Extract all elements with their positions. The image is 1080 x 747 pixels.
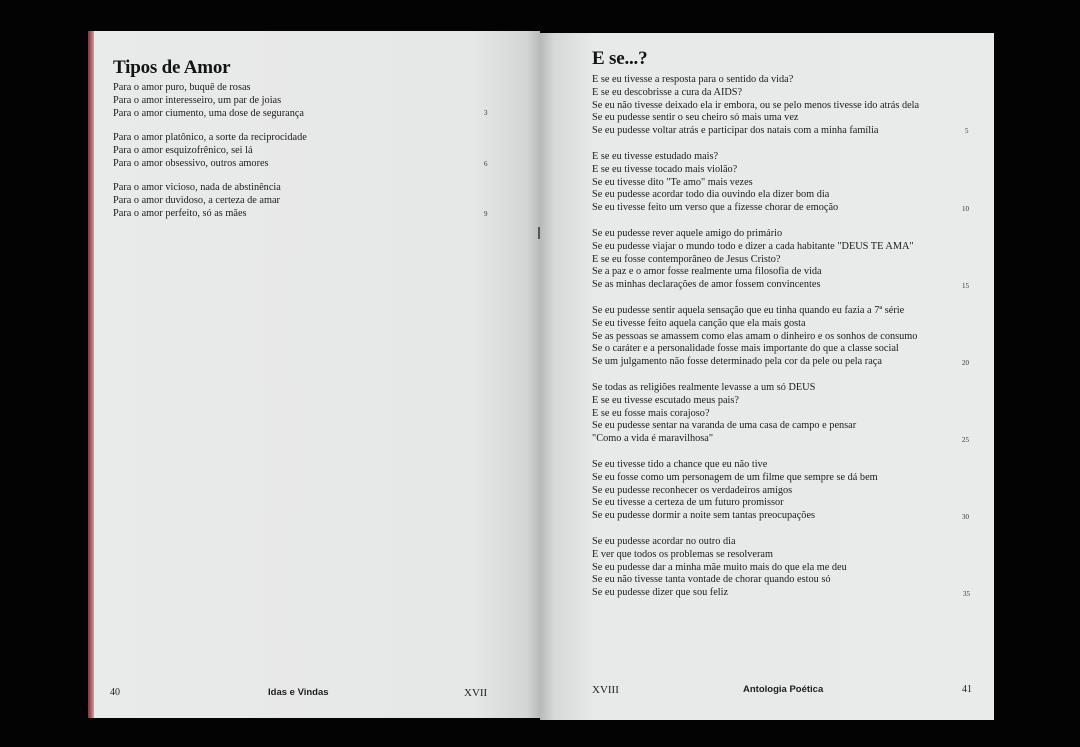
poem-line: Se o caráter e a personalidade fosse mais importante do que a classe social xyxy=(592,343,899,355)
poem-line: Se eu pudesse acordar no outro dia xyxy=(592,536,736,547)
poem-line: E se eu tivesse a resposta para o sentido da vida? xyxy=(592,74,794,85)
poem-line: Para o amor puro, buquê de rosas xyxy=(113,82,251,93)
stanza-right-5 xyxy=(592,382,856,446)
stanza-right-2 xyxy=(592,151,838,215)
poem-line: Se eu não tivesse deixado ela ir embora, ou se pelo menos tivesse ido atrás dela xyxy=(592,99,920,111)
stanza-right-7 xyxy=(592,536,847,600)
poem-line: Se a paz e o amor fosse realmente uma filosofia de vida xyxy=(592,266,822,278)
poem-line: Se eu pudesse voltar atrás e participar dos natais com a minha família xyxy=(592,125,879,137)
right-page xyxy=(540,33,994,720)
poem-line: Para o amor ciumento, uma dose de segurança xyxy=(113,107,304,119)
poem-line: Para o amor interesseiro, um par de joias xyxy=(113,94,282,106)
line-number: 35 xyxy=(963,590,970,598)
poem-line: Se eu pudesse sentir aquela sensação que eu tinha quando eu fazia a 7ª série xyxy=(592,305,905,316)
poem-line: Se eu não tivesse tanta vontade de chorar quando estou só xyxy=(592,574,831,586)
poem-line: Para o amor vicioso, nada de abstinência xyxy=(113,182,281,193)
poem-line: Se eu pudesse sentar na varanda de uma casa de campo e pensar xyxy=(592,420,857,432)
poem-line: Se eu tivesse dito "Te amo" mais vezes xyxy=(592,176,753,188)
poem-line: Para o amor esquizofrênico, sei lá xyxy=(113,144,253,156)
chapter-numeral-right: XVIII xyxy=(592,684,619,696)
poem-line: "Como a vida é maravilhosa" xyxy=(592,433,714,445)
poem-line: Se todas as religiões realmente levasse a um só DEUS xyxy=(592,382,816,393)
red-page-edge xyxy=(88,31,94,718)
line-number: 5 xyxy=(965,127,969,135)
poem-line: Se eu pudesse viajar o mundo todo e dizer a cada habitante "DEUS TE AMA" xyxy=(592,240,914,252)
stanza-left-1 xyxy=(113,82,304,120)
poem-line: E se eu tivesse tocado mais violão? xyxy=(592,163,738,175)
poem-line: E se eu fosse contemporâneo de Jesus Cristo? xyxy=(592,253,781,265)
poem-line: Se as pessoas se amassem como elas amam o dinheiro e os sonhos de consumo xyxy=(592,330,918,342)
poem-line: Se eu tivesse tido a chance que eu não tive xyxy=(592,459,768,470)
running-title-right: Antologia Poética xyxy=(743,684,824,695)
running-title-left: Idas e Vindas xyxy=(268,687,329,698)
poem-line: Se eu pudesse acordar todo dia ouvindo ela dizer bom dia xyxy=(592,189,830,201)
poem-line: Se eu pudesse reconhecer os verdadeiros amigos xyxy=(592,484,793,496)
line-number: 9 xyxy=(484,210,488,218)
poem-line: Se as minhas declarações de amor fossem convincentes xyxy=(592,279,821,291)
line-number: 3 xyxy=(484,109,488,117)
poem-line: Para o amor perfeito, só as mães xyxy=(113,207,247,219)
stanza-left-3 xyxy=(113,182,281,220)
page-number-right: 41 xyxy=(962,684,972,695)
line-number: 25 xyxy=(962,436,969,444)
poem-line: Para o amor duvidoso, a certeza de amar xyxy=(113,194,280,206)
poem-line: Para o amor platônico, a sorte da reciprocidade xyxy=(113,132,307,143)
stanza-left-2 xyxy=(113,132,307,170)
line-number: 20 xyxy=(962,359,969,367)
poem-line: Se um julgamento não fosse determinado pela cor da pele ou pela raça xyxy=(592,356,882,368)
stanza-right-6 xyxy=(592,459,878,523)
poem-line: Para o amor obsessivo, outros amores xyxy=(113,157,269,169)
poem-line: Se eu pudesse dar a minha mãe muito mais do que ela me deu xyxy=(592,561,847,573)
poem-line: Se eu tivesse feito aquela canção que ela mais gosta xyxy=(592,317,806,329)
poem-line: Se eu fosse como um personagem de um filme que sempre se dá bem xyxy=(592,471,878,483)
poem-line: E se eu descobrisse a cura da AIDS? xyxy=(592,86,743,98)
line-number: 15 xyxy=(962,282,969,290)
stanza-right-4 xyxy=(592,305,917,369)
page-number-left: 40 xyxy=(110,687,120,698)
poem-line: E se eu fosse mais corajoso? xyxy=(592,407,710,419)
line-number: 6 xyxy=(484,160,488,168)
stanza-right-3 xyxy=(592,228,914,292)
stanza-right-1 xyxy=(592,74,919,138)
poem-line: E se eu tivesse escutado meus pais? xyxy=(592,394,739,406)
line-number: 30 xyxy=(962,513,969,521)
poem-line: Se eu tivesse a certeza de um futuro promissor xyxy=(592,497,784,509)
poem-line: E ver que todos os problemas se resolveram xyxy=(592,548,774,560)
line-number: 10 xyxy=(962,205,969,213)
poem-line: Se eu pudesse dizer que sou feliz xyxy=(592,587,729,599)
poem-line: Se eu pudesse rever aquele amigo do primário xyxy=(592,228,783,239)
poem-line: Se eu pudesse dormir a noite sem tantas preocupações xyxy=(592,510,816,522)
left-page xyxy=(88,31,540,718)
chapter-numeral-left: XVII xyxy=(464,687,488,699)
poem-title-right: E se...? xyxy=(592,48,648,69)
poem-title-left: Tipos de Amor xyxy=(113,57,231,78)
poem-line: E se eu tivesse estudado mais? xyxy=(592,151,719,162)
open-book-spread xyxy=(88,31,994,718)
poem-line: Se eu tivesse feito um verso que a fizesse chorar de emoção xyxy=(592,202,839,214)
poem-line: Se eu pudesse sentir o seu cheiro só mais uma vez xyxy=(592,112,799,124)
